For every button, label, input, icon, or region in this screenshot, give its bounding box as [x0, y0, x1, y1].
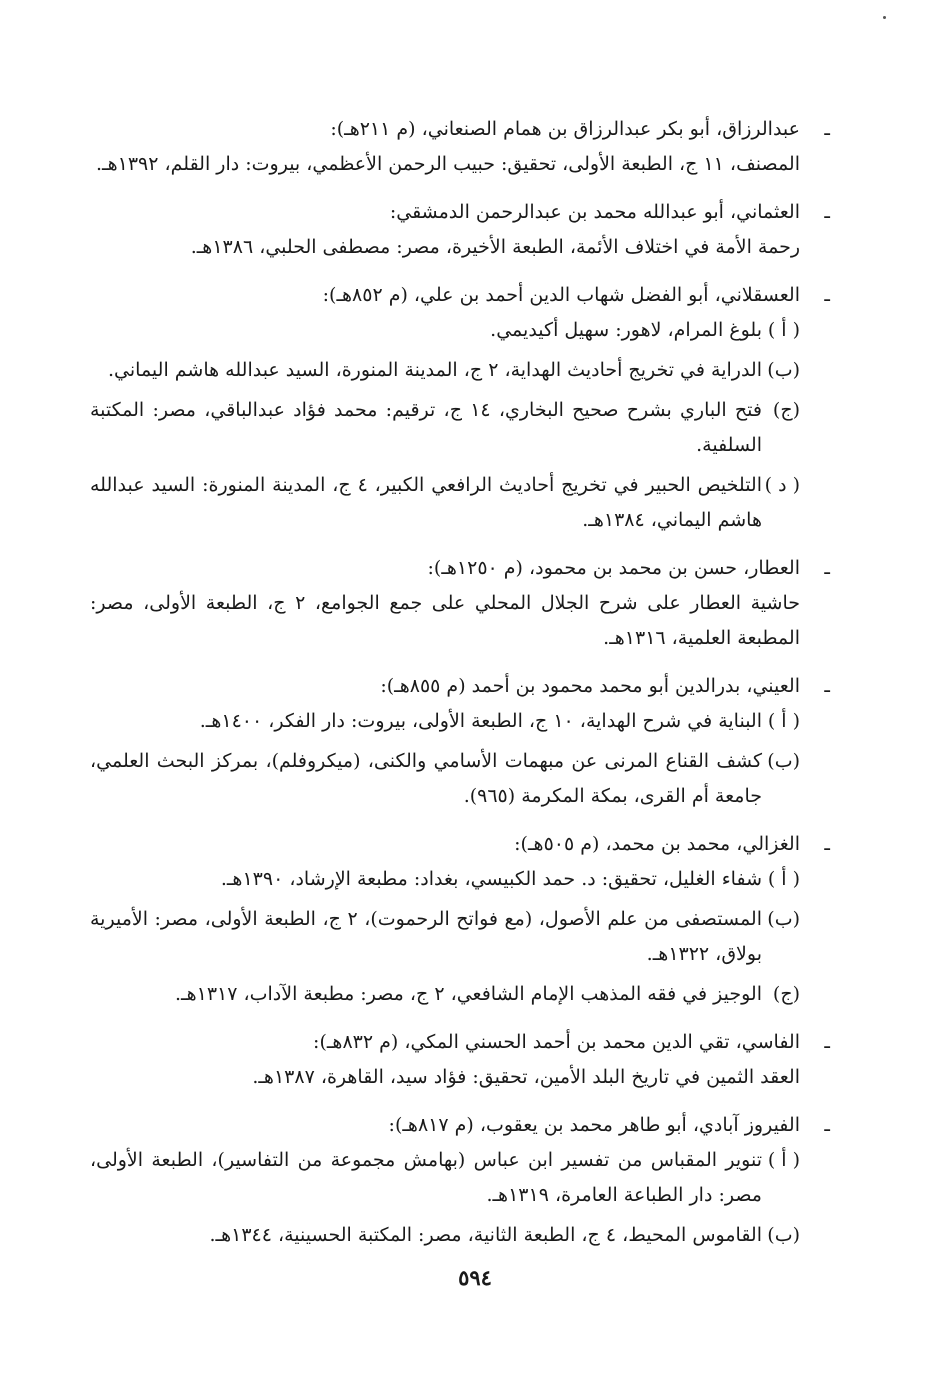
work-item — [90, 744, 800, 814]
work-marker: (ب) — [767, 908, 800, 930]
work-item — [90, 313, 800, 348]
entry-heading — [90, 195, 830, 230]
bibliography-list — [90, 112, 830, 1266]
work-title: التلخيص الحبير في تخريج أحاديث الرافعي الكبير، ٤ ج، المدينة المنورة: السيد عبدالله هاشم اليماني، ١٣٨٤هـ. — [90, 474, 762, 531]
entry-heading — [90, 112, 830, 147]
work-marker: ( د ) — [764, 474, 800, 496]
author-name: الفيروز آبادي، أبو طاهر محمد بن يعقوب، (م ٨١٧هـ): — [388, 1114, 800, 1136]
author-name: الغزالي، محمد بن محمد، (م ٥٠٥هـ): — [514, 833, 800, 855]
work-title: العقد الثمين في تاريخ البلد الأمين، تحقيق: فؤاد سيد، القاهرة، ١٣٨٧هـ. — [252, 1066, 800, 1088]
author-name: عبدالرزاق، أبو بكر عبدالرزاق بن همام الصنعاني، (م ٢١١هـ): — [330, 118, 800, 140]
work-item — [90, 230, 800, 265]
entry-heading — [90, 278, 830, 313]
work-title: تنوير المقباس من تفسير ابن عباس (بهامش مجموعة من التفاسير)، الطبعة الأولى، مصر: دار الطباعة العامرة، ١٣١٩هـ. — [90, 1149, 762, 1206]
entry-dash: ـ — [824, 1114, 830, 1136]
bibliography-entry — [90, 278, 830, 538]
entry-dash: ـ — [824, 201, 830, 223]
entry-heading — [90, 551, 830, 586]
work-title: المصنف، ١١ ج، الطبعة الأولى، تحقيق: حبيب الرحمن الأعظمي، بيروت: دار القلم، ١٣٩٢هـ. — [96, 153, 800, 175]
work-title: شفاء الغليل، تحقيق: د. حمد الكبيسي، بغداد: مطبعة الإرشاد، ١٣٩٠هـ. — [220, 868, 762, 890]
bibliography-entry — [90, 669, 830, 814]
author-name: العيني، بدرالدين أبو محمد محمود بن أحمد (م ٨٥٥هـ): — [380, 675, 800, 697]
entry-works — [90, 147, 830, 182]
work-item — [90, 704, 800, 739]
bibliography-entry — [90, 1025, 830, 1095]
author-name: العطار، حسن بن محمد بن محمود، (م ١٢٥٠هـ): — [427, 557, 800, 579]
bibliography-entry — [90, 195, 830, 265]
work-title: رحمة الأمة في اختلاف الأئمة، الطبعة الأخيرة، مصر: مصطفى الحلبي، ١٣٨٦هـ. — [190, 236, 800, 258]
entry-dash: ـ — [824, 833, 830, 855]
bibliography-entry — [90, 1108, 830, 1253]
work-item — [90, 1218, 800, 1253]
work-item — [90, 902, 800, 972]
scan-speck — [883, 16, 886, 19]
work-item — [90, 977, 800, 1012]
work-title: بلوغ المرام، لاهور: سهيل أكيديمي. — [490, 319, 762, 341]
work-marker: (ب) — [767, 750, 800, 772]
entry-dash: ـ — [824, 118, 830, 140]
bibliography-entry — [90, 551, 830, 656]
entry-works — [90, 1060, 830, 1095]
work-marker: (ج) — [772, 983, 800, 1005]
entry-dash: ـ — [824, 1031, 830, 1053]
entry-heading — [90, 827, 830, 862]
work-item — [90, 1143, 800, 1213]
entry-works — [90, 862, 830, 1012]
entry-works — [90, 1143, 830, 1253]
work-marker: ( أ ) — [767, 1149, 800, 1171]
work-item — [90, 468, 800, 538]
work-marker: ( أ ) — [767, 710, 800, 732]
entry-heading — [90, 669, 830, 704]
entry-works — [90, 313, 830, 538]
entry-dash: ـ — [824, 284, 830, 306]
work-item — [90, 353, 800, 388]
bibliography-entry — [90, 827, 830, 1012]
entry-works — [90, 230, 830, 265]
work-marker: ( أ ) — [767, 319, 800, 341]
work-title: حاشية العطار على شرح الجلال المحلي على جمع الجوامع، ٢ ج، الطبعة الأولى، مصر: المطبعة العلمية، ١٣١٦هـ. — [90, 592, 800, 649]
work-title: الدراية في تخريج أحاديث الهداية، ٢ ج، المدينة المنورة، السيد عبدالله هاشم اليماني. — [107, 359, 762, 381]
author-name: الفاسي، تقي الدين محمد بن أحمد الحسني المكي، (م ٨٣٢هـ): — [313, 1031, 800, 1053]
bibliography-entry — [90, 112, 830, 182]
work-marker: (ب) — [767, 359, 800, 381]
author-name: العسقلاني، أبو الفضل شهاب الدين أحمد بن علي، (م ٨٥٢هـ): — [322, 284, 800, 306]
page-number: ٥٩٤ — [458, 1265, 492, 1290]
work-item — [90, 147, 800, 182]
entry-works — [90, 586, 830, 656]
work-title: الوجيز في فقه المذهب الإمام الشافعي، ٢ ج، مصر: مطبعة الآداب، ١٣١٧هـ. — [175, 983, 762, 1005]
work-marker: (ب) — [767, 1224, 800, 1246]
work-item — [90, 1060, 800, 1095]
work-title: البناية في شرح الهداية، ١٠ ج، الطبعة الأولى، بيروت: دار الفكر، ١٤٠٠هـ. — [199, 710, 762, 732]
work-item — [90, 862, 800, 897]
work-title: فتح الباري بشرح صحيح البخاري، ١٤ ج، ترقيم: محمد فؤاد عبدالباقي، مصر: المكتبة السلفية. — [90, 399, 762, 456]
work-title: القاموس المحيط، ٤ ج، الطبعة الثانية، مصر: المكتبة الحسينية، ١٣٤٤هـ. — [209, 1224, 762, 1246]
entry-heading — [90, 1108, 830, 1143]
work-item — [90, 393, 800, 463]
work-title: المستصفى من علم الأصول، (مع فواتح الرحموت)، ٢ ج، الطبعة الأولى، مصر: الأميرية بولاق، ١٣٢٢هـ. — [90, 908, 763, 965]
work-marker: ( أ ) — [767, 868, 800, 890]
work-title: كشف القناع المرنى عن مبهمات الأسامي والكنى، (ميكروفلم)، بمركز البحث العلمي، جامعة أم القرى، بمكة المكرمة (٩٦٥). — [90, 750, 762, 807]
work-marker: (ج) — [772, 399, 800, 421]
entry-dash: ـ — [824, 557, 830, 579]
author-name: العثماني، أبو عبدالله محمد بن عبدالرحمن الدمشقي: — [389, 201, 800, 223]
work-item — [90, 586, 800, 656]
entry-dash: ـ — [824, 675, 830, 697]
entry-works — [90, 704, 830, 814]
entry-heading — [90, 1025, 830, 1060]
